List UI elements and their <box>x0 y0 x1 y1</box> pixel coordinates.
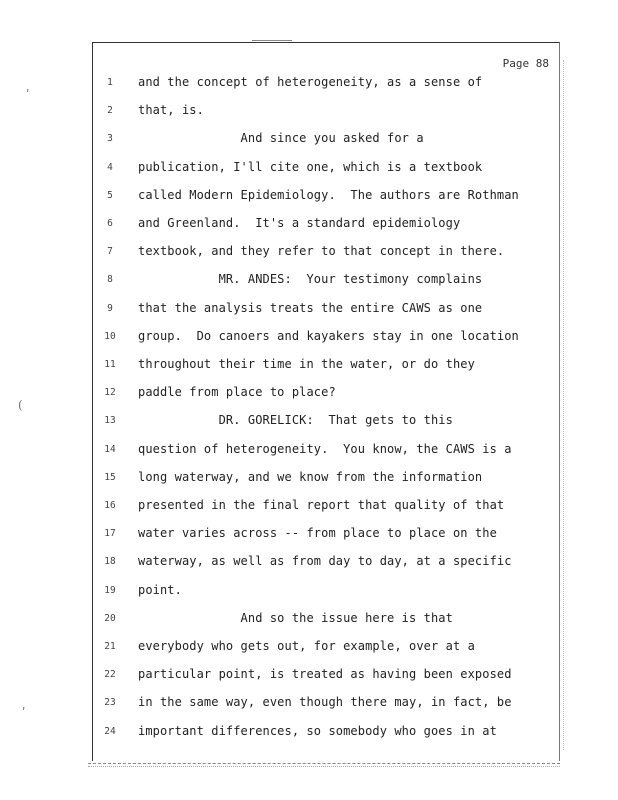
line-text: throughout their time in the water, or do they <box>138 357 475 371</box>
transcript-line <box>93 442 559 462</box>
line-number: 13 <box>104 415 116 427</box>
line-text: presented in the final report that quality of that <box>138 498 505 512</box>
line-text: question of heterogeneity. You know, the CAWS is a <box>138 441 512 456</box>
line-number: 23 <box>104 697 116 709</box>
line-text: paddle from place to place? <box>138 385 336 400</box>
line-text: and Greenland. It's a standard epidemiology <box>138 216 461 230</box>
line-number: 22 <box>104 669 116 681</box>
line-text: MR. ANDES: Your testimony complains <box>138 272 483 287</box>
line-text: long waterway, and we know from the information <box>138 469 483 484</box>
transcript-line <box>93 244 559 264</box>
line-number: 11 <box>104 359 116 370</box>
line-number: 12 <box>104 387 116 399</box>
line-number: 18 <box>104 556 116 568</box>
transcript-line <box>93 526 559 546</box>
line-text: point. <box>138 582 182 597</box>
line-number: 15 <box>104 471 116 483</box>
line-text: that, is. <box>138 103 204 118</box>
line-text: everybody who gets out, for example, over at a <box>138 639 475 653</box>
transcript-line <box>93 413 559 433</box>
line-number: 2 <box>107 105 113 117</box>
line-text: DR. GORELICK: That gets to this <box>138 413 453 428</box>
transcript-page <box>92 42 560 761</box>
line-text: And so the issue here is that <box>138 610 453 625</box>
line-number: 20 <box>104 612 116 624</box>
line-number: 4 <box>107 161 113 173</box>
line-text: waterway, as well as from day to day, at a specific <box>138 554 512 569</box>
line-text: particular point, is treated as having been exposed <box>138 667 512 682</box>
line-number: 3 <box>107 133 113 145</box>
line-text: in the same way, even though there may, in fact, be <box>138 695 512 710</box>
top-scan-mark <box>252 40 292 41</box>
transcript-line <box>93 160 559 180</box>
line-number: 5 <box>107 189 113 201</box>
line-text: And since you asked for a <box>138 131 424 146</box>
line-text: water varies across -- from place to place on the <box>138 526 497 541</box>
page-number: Page 88 <box>502 57 549 70</box>
line-text: publication, I'll cite one, which is a textbook <box>138 159 483 174</box>
margin-scan-mark: ʹ <box>22 706 26 720</box>
transcript-line <box>93 131 559 151</box>
line-number: 8 <box>107 274 113 286</box>
line-number: 10 <box>104 330 116 342</box>
line-text: that the analysis treats the entire CAWS as one <box>138 300 483 315</box>
transcript-line <box>93 470 559 490</box>
transcript-line <box>93 583 559 603</box>
margin-scan-mark: ʹ <box>26 88 30 102</box>
line-number: 16 <box>104 500 116 511</box>
transcript-line <box>93 385 559 405</box>
line-text: and the concept of heterogeneity, as a sense of <box>138 75 483 89</box>
margin-scan-mark: ( <box>18 398 23 412</box>
transcript-line <box>93 611 559 631</box>
line-number: 7 <box>107 246 113 258</box>
transcript-line <box>93 498 559 518</box>
line-text: called Modern Epidemiology. The authors are Rothman <box>138 187 519 202</box>
bottom-rule-secondary <box>88 766 560 767</box>
line-text: group. Do canoers and kayakers stay in one location <box>138 328 519 343</box>
transcript-line <box>93 75 559 95</box>
transcript-line <box>93 357 559 377</box>
line-number: 6 <box>107 218 113 229</box>
line-number: 1 <box>107 77 113 88</box>
transcript-line <box>93 103 559 123</box>
bottom-rule <box>88 763 560 764</box>
line-number: 21 <box>104 641 116 652</box>
transcript-line <box>93 554 559 574</box>
line-text: textbook, and they refer to that concept in there. <box>138 244 505 259</box>
line-number: 9 <box>107 302 113 314</box>
transcript-line <box>93 695 559 715</box>
line-number: 19 <box>104 584 116 596</box>
transcript-line <box>93 301 559 321</box>
line-number: 14 <box>104 443 116 455</box>
line-number: 17 <box>104 528 116 540</box>
transcript-line <box>93 724 559 744</box>
transcript-line <box>93 272 559 292</box>
line-text: important differences, so somebody who goes in at <box>138 723 497 738</box>
transcript-line <box>93 639 559 659</box>
transcript-line <box>93 329 559 349</box>
transcript-line <box>93 188 559 208</box>
transcript-line <box>93 216 559 236</box>
transcript-line <box>93 667 559 687</box>
line-number: 24 <box>104 725 116 737</box>
